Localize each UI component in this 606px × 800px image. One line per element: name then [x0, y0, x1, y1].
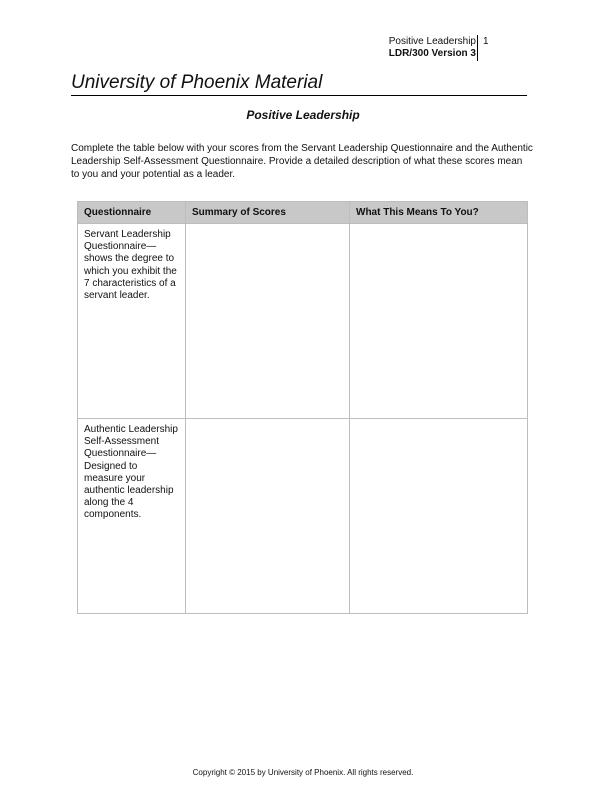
page-number: 1 [483, 36, 489, 47]
table-row [78, 224, 528, 419]
instructions: Complete the table below with your scores from the Servant Leadership Questionnaire and the Authentic Leadership Self-Assessment Questionnaire. Provide a detailed description of what these scores mean to you and your potential as a leader. [71, 143, 533, 180]
table-row [78, 419, 528, 614]
title-underline [71, 95, 527, 96]
org-title: University of Phoenix Material [71, 72, 323, 93]
running-header [389, 36, 476, 60]
cell-questionnaire-servant: Servant Leadership Questionnaire—shows the degree to which you exhibit the 7 characteristics of a servant leader. [78, 224, 186, 419]
cell-questionnaire-authentic: Authentic Leadership Self-Assessment Questionnaire—Designed to measure your authentic leadership along the 4 components. [78, 419, 186, 614]
doc-title-text: Positive Leadership [246, 108, 360, 122]
column-header-meaning: What This Means To You? [350, 202, 528, 224]
table-header-row [78, 202, 528, 224]
doc-title [0, 107, 606, 123]
header-divider [477, 35, 478, 61]
column-header-questionnaire: Questionnaire [78, 202, 186, 224]
header-title: Positive Leadership [388, 36, 476, 47]
cell-summary-authentic[interactable] [186, 419, 350, 614]
cell-summary-servant[interactable] [186, 224, 350, 419]
copyright-footer: Copyright © 2015 by University of Phoenix. All rights reserved. [192, 768, 414, 777]
cell-meaning-authentic[interactable] [350, 419, 528, 614]
cell-meaning-servant[interactable] [350, 224, 528, 419]
column-header-summary: Summary of Scores [186, 202, 350, 224]
header-version: LDR/300 Version 3 [388, 48, 476, 59]
leadership-table [77, 201, 528, 614]
